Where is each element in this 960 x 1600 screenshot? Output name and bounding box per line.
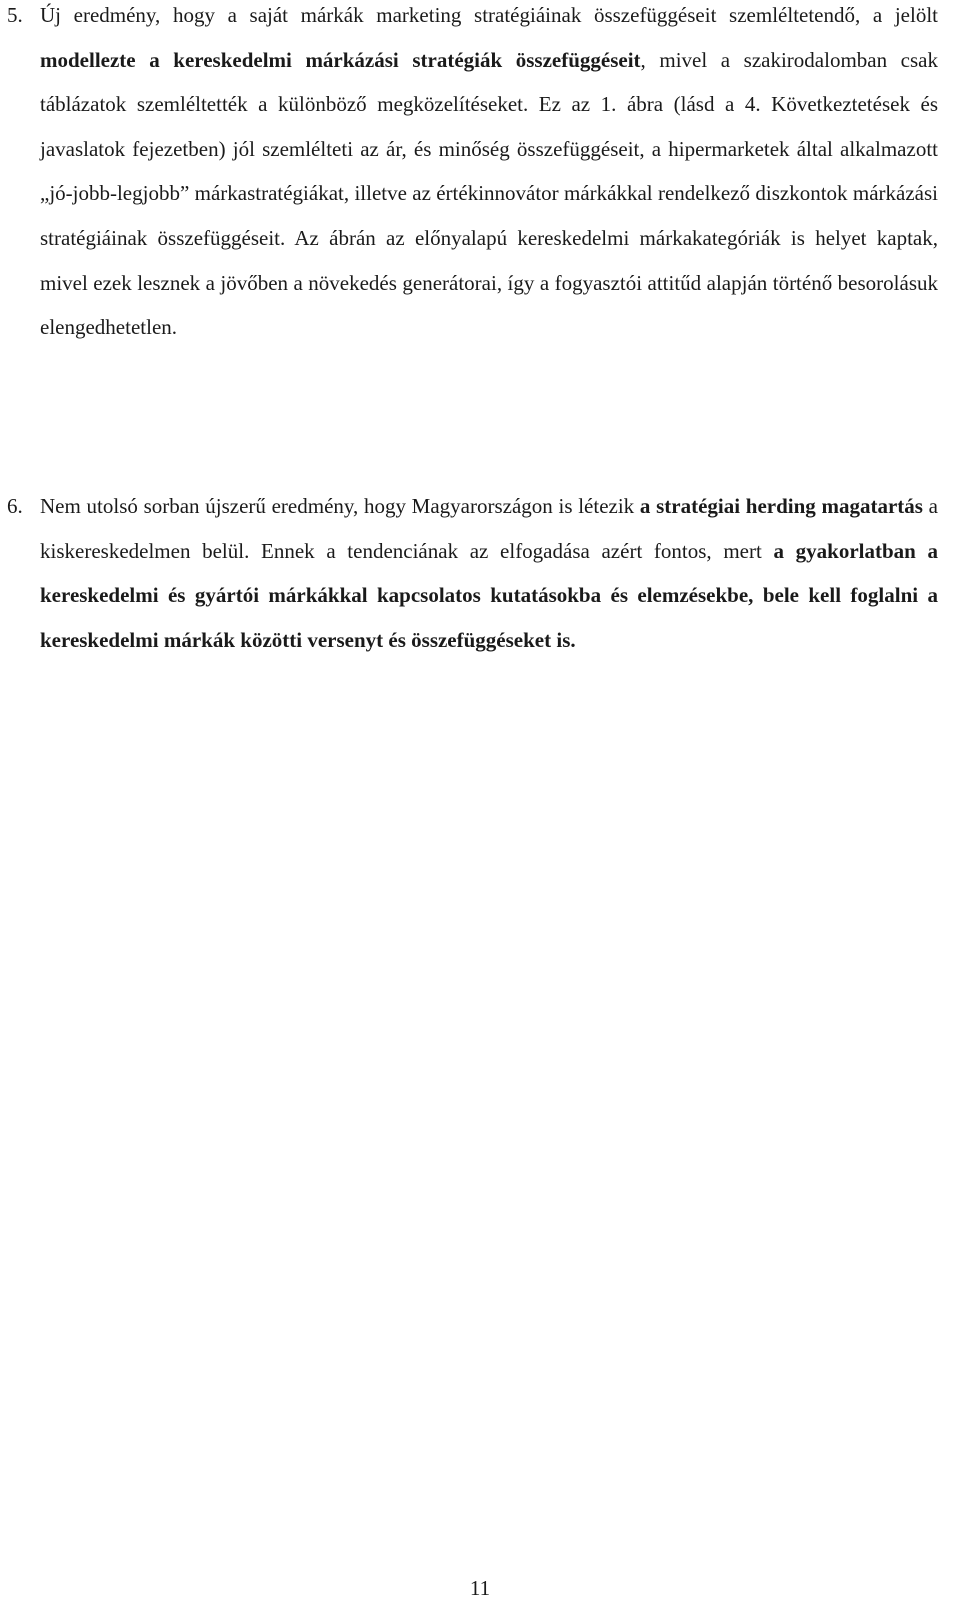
paragraph-item-6 — [7, 484, 939, 662]
bold-text-segment: a gyakorlatban a kereskedelmi és gyártói márkákkal kapcsolatos kutatásokba és elemzésekbe, bele kell foglalni a kereskedelmi márkák közötti versenyt és összefüggéseket is. — [40, 538, 939, 652]
text-segment: a kiskereskedelmen belül. Ennek a tendenciának az elfogadása azért fontos, mert — [40, 494, 938, 563]
text-segment: , mivel a szakirodalomban csak táblázatok szemléltették a különböző megközelítéseket. Ez az 1. ábra (lásd a 4. Következtetések és javaslatok fejezetben) jól szemlélteti az ár, és minőség összefüggéseit, a hipermarketek által alkalmazott „jó-jobb-legjobb” márkastratégiákat, illetve az értékinnovátor márkákkal rendelkező diszkontok márkázási stratégiáinak összefüggéseit. Az ábrán az előnyalapú kereskedelmi márkakategóriák is helyet kaptak, mivel ezek lesznek a jövőben a növekedés generátorai, így a fogyasztói attitűd alapján történő besorolásuk elengedhetetlen. — [40, 47, 938, 340]
text-segment: Nem utolsó sorban újszerű eredmény, hogy Magyarországon is létezik — [40, 494, 640, 518]
bold-text-segment: a stratégiai herding magatartás — [639, 494, 923, 518]
page-number: 11 — [469, 1576, 491, 1600]
bold-text-segment: modellezte a kereskedelmi márkázási stratégiák összefüggéseit — [40, 47, 641, 72]
paragraph-item-5 — [7, 0, 938, 350]
item-number: 5. — [7, 3, 23, 27]
text-segment: Új eredmény, hogy a saját márkák marketing stratégiáinak összefüggéseit szemléltetendő, a jelölt — [40, 3, 938, 27]
item-number: 6. — [7, 494, 23, 518]
